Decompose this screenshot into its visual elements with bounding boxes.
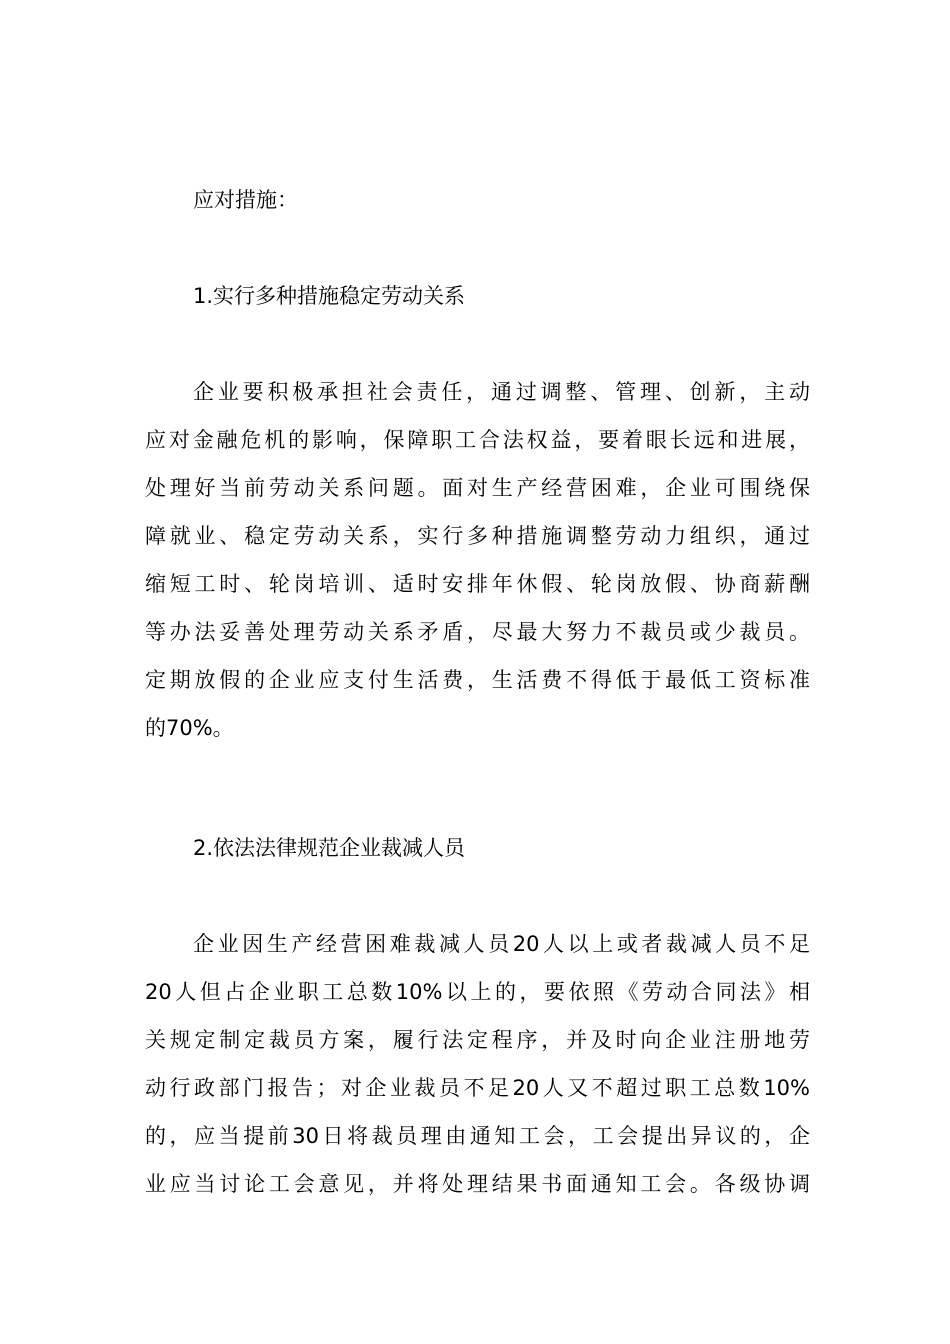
- section2-line-1: 企业因生产经营困难裁减人员20人以上或者裁减人员不足: [193, 932, 810, 956]
- section2-paragraph: [145, 932, 810, 1196]
- section1-line-2: 应对金融危机的影响，保障职工合法权益，要着眼长远和进展，: [145, 428, 810, 452]
- section1-line-5: 缩短工时、轮岗培训、适时安排年休假、轮岗放假、协商薪酬: [145, 572, 810, 596]
- section2-title-text: 2.依法法律规范企业裁减人员: [193, 836, 466, 860]
- section1-line-7: 定期放假的企业应支付生活费，生活费不得低于最低工资标准: [145, 668, 810, 692]
- section2-line-2: 20人但占企业职工总数10%以上的，要依照《劳动合同法》相: [145, 980, 810, 1004]
- section1-paragraph: [145, 380, 810, 740]
- section2-line-4: 动行政部门报告；对企业裁员不足20人又不超过职工总数10%: [145, 1076, 810, 1100]
- section1-title: [145, 284, 810, 308]
- section1-line-3: 处理好当前劳动关系问题。面对生产经营困难，企业可围绕保: [145, 476, 810, 500]
- section2-line-6: 业应当讨论工会意见，并将处理结果书面通知工会。各级协调: [145, 1172, 810, 1196]
- section2-line-3: 关规定制定裁员方案，履行法定程序，并及时向企业注册地劳: [145, 1028, 810, 1052]
- measures-heading: [145, 188, 810, 212]
- section2-line-5: 的，应当提前30日将裁员理由通知工会，工会提出异议的，企: [145, 1124, 810, 1148]
- section1-line-1: 企业要积极承担社会责任，通过调整、管理、创新，主动: [193, 380, 810, 404]
- section1-line-8: 的70%。: [145, 716, 234, 740]
- section1-line-6: 等办法妥善处理劳动关系矛盾，尽最大努力不裁员或少裁员。: [145, 620, 810, 644]
- section2-title: [145, 836, 810, 860]
- measures-heading-text: 应对措施：: [193, 188, 298, 212]
- section1-line-4: 障就业、稳定劳动关系，实行多种措施调整劳动力组织，通过: [145, 524, 810, 548]
- section1-title-text: 1.实行多种措施稳定劳动关系: [193, 284, 466, 308]
